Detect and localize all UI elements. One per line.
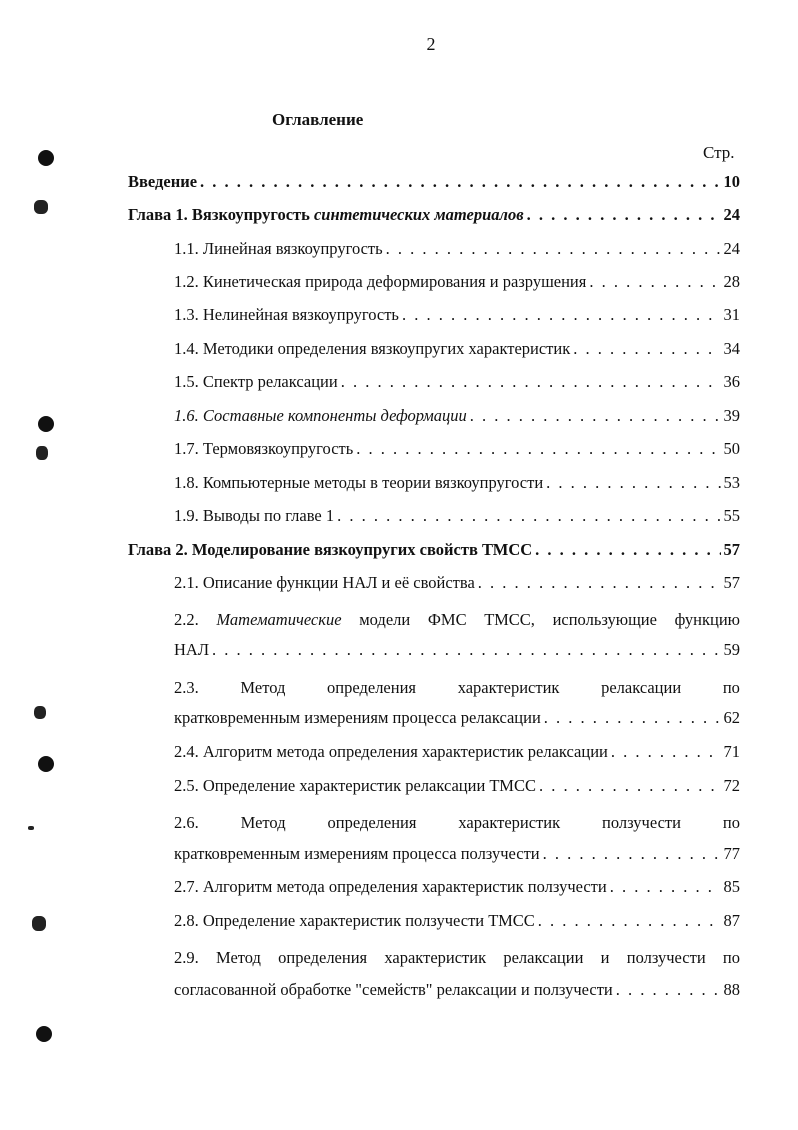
toc-entry-2-4[interactable] — [174, 742, 740, 768]
chapter-italic: синтетических материалов — [313, 205, 524, 224]
toc-entry-2-6-line1[interactable] — [174, 813, 740, 833]
toc-entry-title: 2.5. Определение характеристик релаксации ТМСС — [174, 776, 536, 795]
scan-speck — [32, 916, 46, 931]
toc-entry-page: 31 — [723, 305, 740, 324]
toc-entry-2-8[interactable] — [174, 911, 740, 937]
toc-entry-page: 88 — [723, 980, 740, 999]
leader-dots — [386, 239, 721, 259]
toc-entry-title: 1.4. Методики определения вязкоупругих характеристик — [174, 339, 571, 358]
toc-entry-1-9[interactable] — [174, 506, 740, 532]
toc-entry-2-2-line1[interactable] — [174, 610, 740, 630]
toc-entry-page: 28 — [723, 272, 740, 291]
leader-dots — [212, 640, 720, 660]
word: по — [722, 678, 740, 697]
word: Метод — [215, 948, 261, 967]
word: релаксации — [503, 948, 584, 967]
toc-entry-title: 2.8. Определение характеристик ползучести ТМСС — [174, 911, 535, 930]
toc-entry-page: 24 — [723, 205, 740, 224]
word: по — [722, 813, 740, 832]
chapter-prefix: Глава 1. Вязкоупругость — [128, 205, 314, 224]
toc-entry-1-5[interactable] — [174, 372, 740, 398]
toc-entry-1-3[interactable] — [174, 305, 740, 331]
punch-hole — [38, 756, 54, 772]
word: 2.6. — [174, 813, 199, 832]
leader-dots — [616, 980, 721, 1000]
word: ползучести — [602, 813, 681, 832]
leader-dots — [538, 911, 721, 931]
leader-dots — [539, 776, 721, 796]
leader-dots — [356, 439, 720, 459]
toc-entry-chapter-1[interactable] — [128, 205, 740, 231]
leader-dots — [573, 339, 720, 359]
toc-entry-1-2[interactable] — [174, 272, 740, 298]
toc-entry-title: согласованной обработке "семейств" релаксации и ползучести — [174, 980, 613, 999]
word: 2.2. — [174, 610, 199, 629]
toc-entry-page: 71 — [723, 742, 740, 761]
toc-entry-1-8[interactable] — [174, 473, 740, 499]
toc-entry-title — [128, 205, 524, 225]
toc-entry-page: 77 — [723, 844, 740, 863]
toc-entry-1-4[interactable] — [174, 339, 740, 365]
word: определения — [327, 678, 417, 697]
word: по — [722, 948, 740, 967]
toc-entry-chapter-2[interactable] — [128, 540, 740, 566]
toc-entry-page: 53 — [723, 473, 740, 492]
word: Метод — [240, 678, 286, 697]
toc-entry-2-2-line2[interactable] — [174, 640, 740, 666]
word: определения — [327, 813, 417, 832]
leader-dots — [544, 708, 721, 728]
leader-dots — [546, 473, 720, 493]
word: модели — [359, 610, 411, 629]
toc-entry-title: кратковременным измерениям процесса ползучести — [174, 844, 540, 863]
leader-dots — [402, 305, 721, 325]
toc-entry-1-1[interactable] — [174, 239, 740, 265]
toc-entry-title: 1.9. Выводы по главе 1 — [174, 506, 335, 525]
page-column-label: Стр. — [703, 143, 735, 162]
word: ТМСС, — [484, 610, 535, 629]
toc-entry-page: 36 — [723, 372, 740, 391]
toc-entry-page: 85 — [723, 877, 740, 896]
toc-entry-title: НАЛ — [174, 640, 210, 659]
toc-entry-page: 62 — [723, 708, 740, 727]
page-number: 2 — [426, 34, 436, 54]
toc-title: Оглавление — [272, 110, 364, 129]
word: Математические — [216, 610, 342, 629]
leader-dots — [337, 506, 720, 526]
word: использующие — [552, 610, 657, 629]
word: характеристик — [384, 948, 487, 967]
word: характеристик — [457, 678, 560, 697]
punch-hole — [38, 150, 54, 166]
toc-entry-2-5[interactable] — [174, 776, 740, 802]
toc-entry-page: 55 — [723, 506, 740, 525]
toc-entry-page: 57 — [723, 540, 740, 559]
toc-entry-title: 2.7. Алгоритм метода определения характеристик ползучести — [174, 877, 607, 896]
toc-entry-title: 1.2. Кинетическая природа деформирования и разрушения — [174, 272, 587, 291]
toc-entry-title: 1.7. Термовязкоупругость — [174, 439, 354, 458]
word: ползучести — [626, 948, 706, 967]
leader-dots — [611, 742, 721, 762]
leader-dots — [527, 205, 721, 225]
toc-entry-title: 1.5. Спектр релаксации — [174, 372, 338, 391]
toc-entry-title: 1.8. Компьютерные методы в теории вязкоупругости — [174, 473, 544, 492]
toc-entry-2-1[interactable] — [174, 573, 740, 599]
toc-entry-page: 59 — [723, 640, 740, 659]
toc-entry-page: 10 — [723, 172, 740, 191]
scan-speck — [34, 200, 48, 214]
scan-speck — [28, 826, 34, 830]
toc-entry-page: 87 — [723, 911, 740, 930]
leader-dots — [535, 540, 720, 560]
leader-dots — [470, 406, 721, 426]
toc-entry-2-7[interactable] — [174, 877, 740, 903]
scan-speck — [36, 446, 48, 460]
toc-entry-2-9-line2[interactable] — [174, 980, 740, 1006]
toc-entry-title: 1.3. Нелинейная вязкоупругость — [174, 305, 399, 324]
toc-entry-page: 34 — [723, 339, 740, 358]
leader-dots — [478, 573, 721, 593]
leader-dots — [610, 877, 721, 897]
word: и — [600, 948, 610, 967]
toc-entry-page: 24 — [723, 239, 740, 258]
toc-entry-title: 1.6. Составные компоненты деформации — [174, 406, 467, 425]
toc-entry-2-3-line2[interactable] — [174, 708, 740, 734]
toc-entry-title: 2.4. Алгоритм метода определения характеристик релаксации — [174, 742, 608, 761]
leader-dots — [543, 844, 721, 864]
word: релаксации — [601, 678, 682, 697]
toc-entry-2-3-line1[interactable] — [174, 678, 740, 698]
word: 2.3. — [174, 678, 199, 697]
word: ФМС — [427, 610, 467, 629]
toc-entry-title: Введение — [128, 172, 198, 191]
toc-entry-page: 50 — [723, 439, 740, 458]
scan-speck — [34, 706, 46, 719]
punch-hole — [36, 1026, 52, 1042]
toc-entry-intro[interactable] — [128, 172, 740, 198]
leader-dots — [341, 372, 721, 392]
toc-entry-page: 57 — [723, 573, 740, 592]
leader-dots — [200, 172, 720, 192]
toc-entry-title: кратковременным измерениям процесса релаксации — [174, 708, 541, 727]
toc-entry-title: 2.1. Описание функции НАЛ и её свойства — [174, 573, 475, 592]
toc-entry-page: 39 — [723, 406, 740, 425]
word: 2.9. — [174, 948, 199, 967]
toc-entry-2-6-line2[interactable] — [174, 844, 740, 870]
punch-hole — [38, 416, 54, 432]
toc-entry-page: 72 — [723, 776, 740, 795]
toc-entry-1-6[interactable] — [174, 406, 740, 432]
word: характеристик — [458, 813, 561, 832]
toc-entry-1-7[interactable] — [174, 439, 740, 465]
word: функцию — [674, 610, 740, 629]
toc-entry-title: Глава 2. Моделирование вязкоупругих свойств ТМСС — [128, 540, 533, 559]
toc-entry-title: 1.1. Линейная вязкоупругость — [174, 239, 383, 258]
leader-dots — [589, 272, 720, 292]
word: определения — [278, 948, 368, 967]
toc-entry-2-9-line1[interactable] — [174, 948, 740, 968]
word: Метод — [240, 813, 286, 832]
